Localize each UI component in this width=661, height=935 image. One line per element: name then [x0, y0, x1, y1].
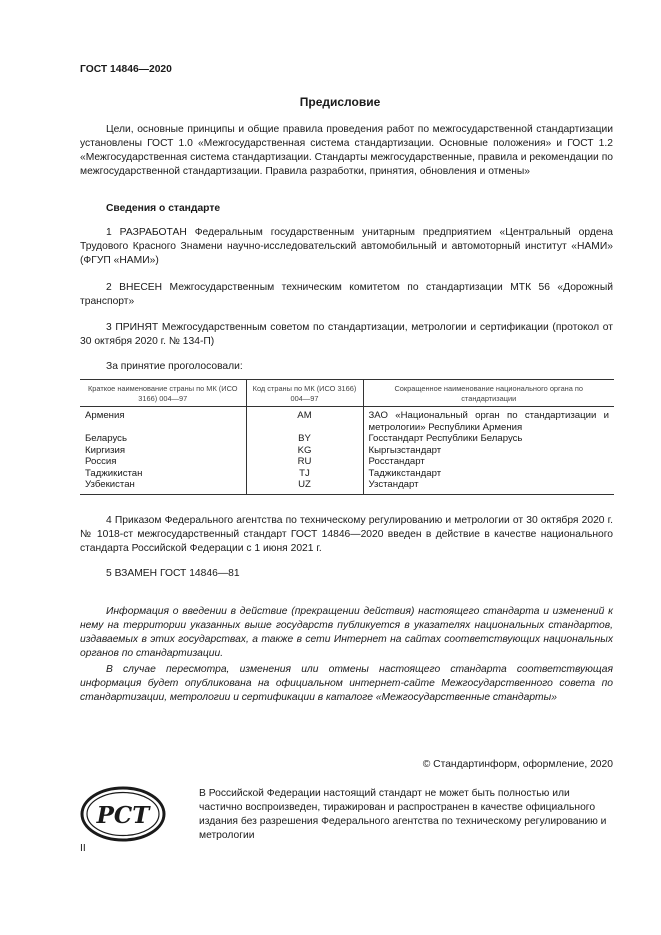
page-number: II	[80, 843, 86, 854]
agency-cell: Росстандарт	[363, 456, 614, 468]
country-cell: Узбекистан	[80, 479, 246, 494]
item-5-replaces: 5 ВЗАМЕН ГОСТ 14846—81	[106, 568, 240, 579]
country-cell: Россия	[85, 456, 117, 467]
agency-cell: Таджикстандарт	[363, 468, 614, 480]
country-cell: Армения	[85, 410, 125, 421]
item-4-order: 4 Приказом Федерального агентства по техническому регулированию и метрологии от 30 октября 2020 г. № 1018-ст межгосударственный стандарт ГОСТ 14846—2020 введен в действие в качестве национального стандарта Российской Федерации с 1 июня 2021 г.	[80, 515, 613, 554]
country-code-cell: UZ	[246, 479, 363, 494]
table-row	[80, 456, 614, 468]
column-header-agency: Сокращенное наименование национального органа по стандартизации	[363, 380, 614, 407]
country-cell: Киргизия	[85, 444, 126, 456]
item-2-introduced: 2 ВНЕСЕН Межгосударственным техническим комитетом по стандартизации МТК 56 «Дорожный транспорт»	[80, 282, 613, 307]
country-code-cell: KG	[246, 445, 363, 457]
document-code: ГОСТ 14846—2020	[80, 64, 172, 75]
agency-cell: Госстандарт Республики Беларусь	[363, 433, 614, 445]
item-3-adopted: 3 ПРИНЯТ Межгосударственным советом по стандартизации, метрологии и сертификации (протокол от 30 октября 2020 г. № 134-П)	[80, 322, 613, 347]
table-header-row	[80, 380, 614, 407]
country-code-cell: TJ	[246, 468, 363, 480]
voting-table	[80, 379, 614, 495]
agency-cell: Кыргызстандарт	[363, 445, 614, 457]
country-code-cell: BY	[246, 433, 363, 445]
table-row	[80, 407, 614, 434]
intro-paragraph: Цели, основные принципы и общие правила проведения работ по межгосударственной стандартизации установлены ГОСТ 1.0 «Межгосударственная система стандартизации. Основные положения» и ГОСТ 1.2 «Межгосударственная система стандартизации. Стандарты межгосударственные, правила и рекомендации по межгосударственной стандартизации. Правила разработки, принятия, обновления и отмены»	[80, 124, 613, 177]
section-title: Сведения о стандарте	[106, 203, 221, 214]
voted-label: За принятие проголосовали:	[106, 361, 243, 372]
item-1-developed: 1 РАЗРАБОТАН Федеральным государственным унитарным предприятием «Центральный ордена Трудового Красного Знамени научно-исследовательский автомобильный и автомоторный институт «НАМИ» (ФГУП «НАМИ»)	[80, 227, 613, 266]
rst-certification-mark-icon	[80, 786, 166, 847]
logo-text: РСТ	[96, 802, 150, 829]
table-row	[80, 468, 614, 480]
table-row	[80, 479, 614, 494]
column-header-code: Код страны по МК (ИСО 3166) 004—97	[246, 380, 363, 407]
country-cell: Таджикистан	[85, 467, 143, 479]
page-title: Предисловие	[299, 95, 381, 109]
agency-cell: Узстандарт	[363, 479, 614, 494]
info-notes	[80, 605, 613, 705]
info-note-publication: Информация о введении в действие (прекращении действия) настоящего стандарта и изменений к нему на территории указанных выше государств публикуется в указателях национальных стандартов, издаваемых в этих государствах, а также в сети Интернет на сайтах соответствующих национальных органов по стандартизации.	[80, 606, 613, 659]
agency-cell: ЗАО «Национальный орган по стандартизации и метрологии» Республики Армения	[363, 407, 614, 434]
table-row	[80, 433, 614, 445]
reproduction-note: В Российской Федерации настоящий стандарт не может быть полностью или частично воспроизведен, тиражирован и распространен в качестве официального издания без разрешения Федерального агентства по техническому регулированию и метрологии	[199, 788, 607, 841]
country-cell: Беларусь	[85, 433, 127, 444]
copyright-note: © Стандартинформ, оформление, 2020	[422, 759, 613, 770]
column-header-country: Краткое наименование страны по МК (ИСО 3166) 004—97	[80, 380, 246, 407]
info-note-revision: В случае пересмотра, изменения или отмены настоящего стандарта соответствующая информация будет опубликована на официальном интернет-сайте Межгосударственного совета по стандартизации, метрологии и сертификации в каталоге «Межгосударственные стандарты»	[80, 664, 613, 703]
country-code-cell: AM	[246, 407, 363, 434]
country-code-cell: RU	[246, 456, 363, 468]
table-row	[80, 445, 614, 457]
